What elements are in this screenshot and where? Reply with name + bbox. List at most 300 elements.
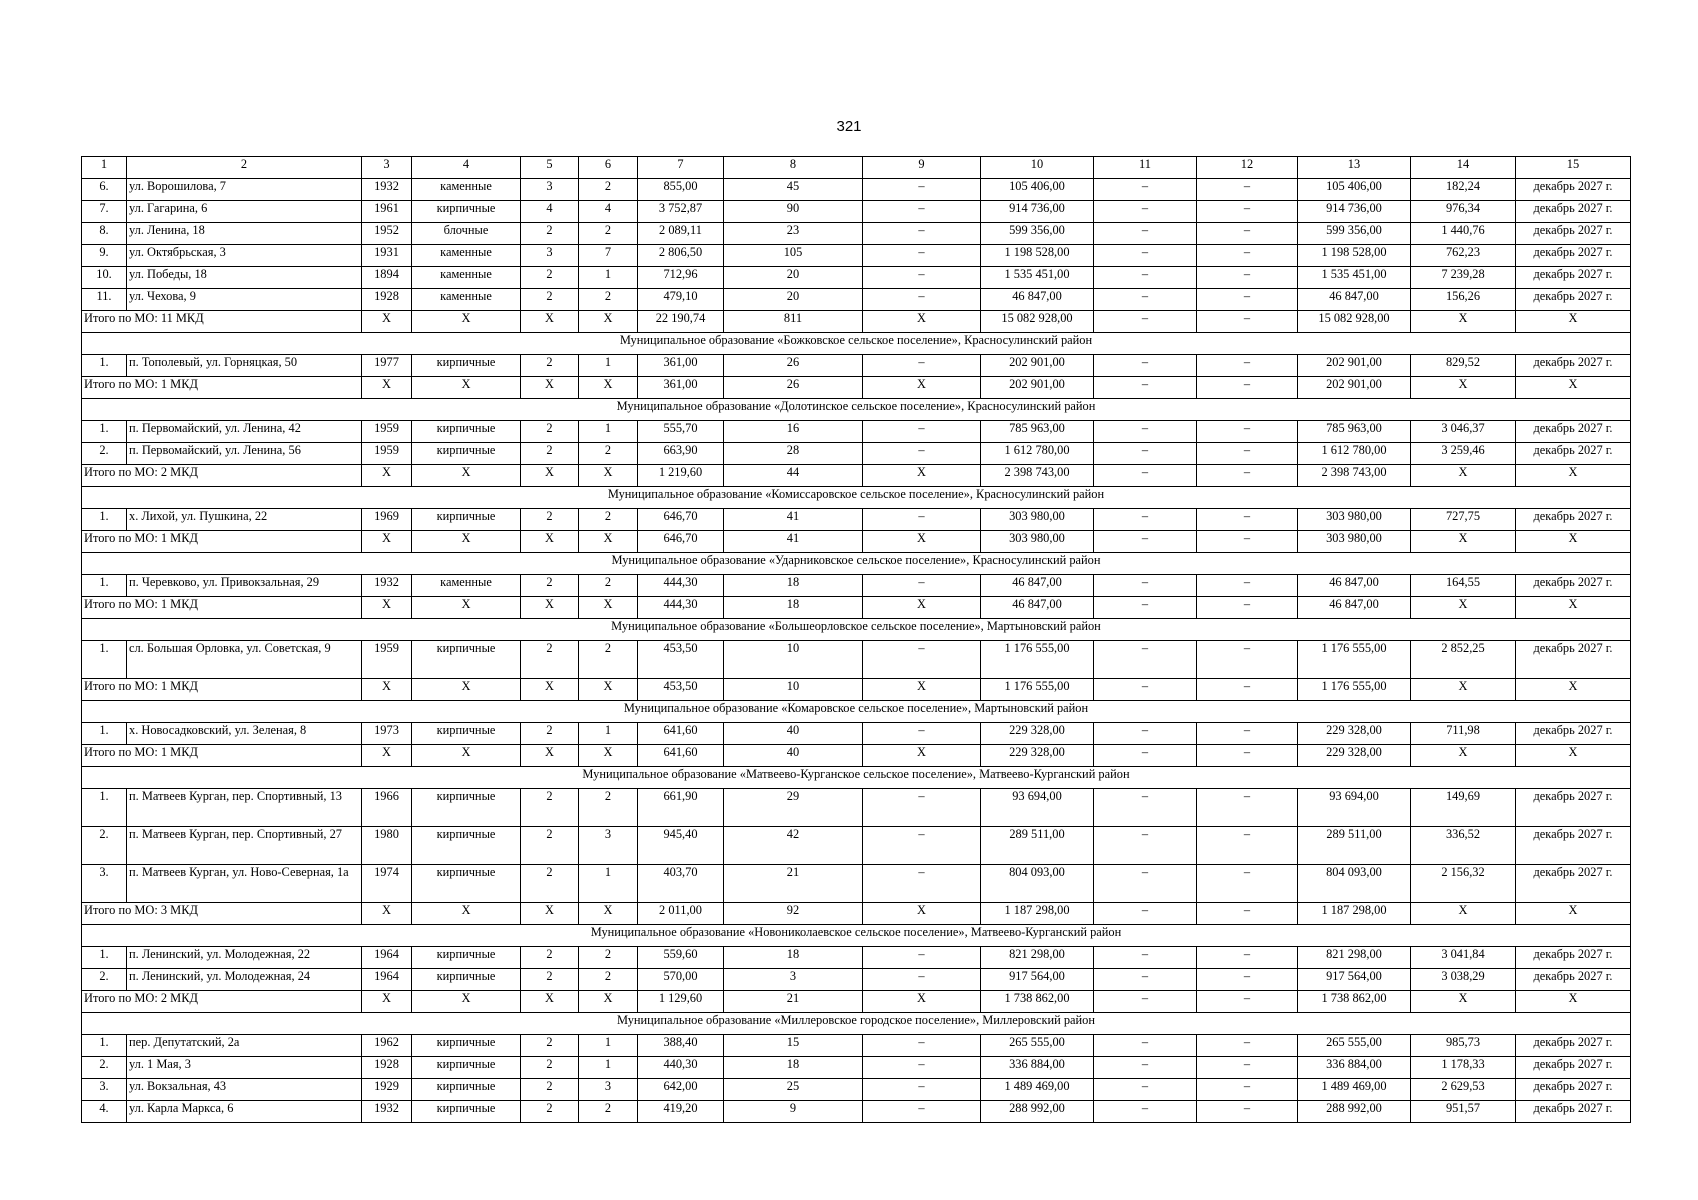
table-cell: 2 xyxy=(521,289,579,311)
address-cell: х. Новосадковский, ул. Зеленая, 8 xyxy=(127,723,362,745)
table-cell: 40 xyxy=(724,723,863,745)
table-cell: 1. xyxy=(82,723,127,745)
table-cell: – xyxy=(1197,789,1298,827)
total-label: Итого по МО: 1 МКД xyxy=(82,531,362,553)
table-cell: – xyxy=(863,827,981,865)
building-row xyxy=(82,947,1631,969)
table-cell: 156,26 xyxy=(1411,289,1516,311)
table-cell: 1932 xyxy=(362,179,412,201)
page-number: 321 xyxy=(836,118,862,135)
column-number-cell: 3 xyxy=(362,157,412,179)
address-cell: ул. Ворошилова, 7 xyxy=(127,179,362,201)
table-cell: 1 xyxy=(579,865,638,903)
column-number-cell: 8 xyxy=(724,157,863,179)
table-cell: 2 xyxy=(521,575,579,597)
table-cell: 917 564,00 xyxy=(981,969,1094,991)
table-cell: 1974 xyxy=(362,865,412,903)
table-cell: – xyxy=(1197,575,1298,597)
total-cell: 2 398 743,00 xyxy=(1298,465,1411,487)
total-cell: 229 328,00 xyxy=(981,745,1094,767)
table-cell: кирпичные xyxy=(412,947,521,969)
table-cell: 7 239,28 xyxy=(1411,267,1516,289)
total-cell: – xyxy=(1197,597,1298,619)
table-cell: 10 xyxy=(724,641,863,679)
total-cell: X xyxy=(579,311,638,333)
total-cell: – xyxy=(1197,465,1298,487)
table-cell: – xyxy=(863,267,981,289)
table-cell: 785 963,00 xyxy=(981,421,1094,443)
table-cell: – xyxy=(863,947,981,969)
total-cell: X xyxy=(362,903,412,925)
total-cell: – xyxy=(1197,311,1298,333)
table-cell: 663,90 xyxy=(638,443,724,465)
building-row xyxy=(82,575,1631,597)
building-row xyxy=(82,1035,1631,1057)
table-cell: кирпичные xyxy=(412,641,521,679)
total-cell: 46 847,00 xyxy=(981,597,1094,619)
address-cell: п. Тополевый, ул. Горняцкая, 50 xyxy=(127,355,362,377)
total-cell: X xyxy=(1516,465,1631,487)
total-cell: X xyxy=(863,377,981,399)
table-cell: – xyxy=(863,969,981,991)
total-cell: 1 219,60 xyxy=(638,465,724,487)
total-cell: 1 187 298,00 xyxy=(981,903,1094,925)
table-cell: 21 xyxy=(724,865,863,903)
municipality-total-row xyxy=(82,377,1631,399)
table-cell: 46 847,00 xyxy=(981,575,1094,597)
table-cell: – xyxy=(1094,575,1197,597)
table-cell: 90 xyxy=(724,201,863,223)
table-cell: – xyxy=(1094,509,1197,531)
building-row xyxy=(82,443,1631,465)
table-cell: кирпичные xyxy=(412,1035,521,1057)
address-cell: ул. Октябрьская, 3 xyxy=(127,245,362,267)
table-cell: 7 xyxy=(579,245,638,267)
total-cell: – xyxy=(1094,597,1197,619)
table-cell: – xyxy=(1197,509,1298,531)
total-cell: 202 901,00 xyxy=(981,377,1094,399)
column-number-cell: 6 xyxy=(579,157,638,179)
total-label: Итого по МО: 2 МКД xyxy=(82,465,362,487)
table-cell: блочные xyxy=(412,223,521,245)
table-cell: 1962 xyxy=(362,1035,412,1057)
total-cell: – xyxy=(1094,531,1197,553)
registry-body xyxy=(82,157,1631,1123)
building-row xyxy=(82,223,1631,245)
total-cell: X xyxy=(863,311,981,333)
table-cell: 1980 xyxy=(362,827,412,865)
table-cell: – xyxy=(863,1101,981,1123)
column-number-cell: 2 xyxy=(127,157,362,179)
building-row xyxy=(82,355,1631,377)
registry-table xyxy=(81,156,1631,1123)
municipality-section-row xyxy=(82,701,1631,723)
table-cell: 855,00 xyxy=(638,179,724,201)
table-cell: 3 259,46 xyxy=(1411,443,1516,465)
table-cell: 829,52 xyxy=(1411,355,1516,377)
table-cell: 711,98 xyxy=(1411,723,1516,745)
total-cell: 1 176 555,00 xyxy=(981,679,1094,701)
municipality-section-row xyxy=(82,1013,1631,1035)
table-cell: 1 612 780,00 xyxy=(1298,443,1411,465)
table-cell: – xyxy=(1094,267,1197,289)
municipality-title: Муниципальное образование «Новониколаевское сельское поселение», Матвеево-Курганский район xyxy=(82,925,1631,947)
table-cell: 1 176 555,00 xyxy=(981,641,1094,679)
total-cell: – xyxy=(1197,745,1298,767)
table-cell: 1931 xyxy=(362,245,412,267)
table-cell: 3. xyxy=(82,1079,127,1101)
table-cell: декабрь 2027 г. xyxy=(1516,947,1631,969)
table-cell: 1. xyxy=(82,355,127,377)
address-cell: ул. Ленина, 18 xyxy=(127,223,362,245)
table-cell: 2 xyxy=(521,969,579,991)
total-cell: – xyxy=(1094,991,1197,1013)
table-cell: 1. xyxy=(82,1035,127,1057)
table-cell: – xyxy=(863,223,981,245)
column-number-cell: 13 xyxy=(1298,157,1411,179)
table-cell: 303 980,00 xyxy=(981,509,1094,531)
total-cell: 18 xyxy=(724,597,863,619)
table-cell: 105 xyxy=(724,245,863,267)
total-cell: X xyxy=(579,903,638,925)
total-label: Итого по МО: 2 МКД xyxy=(82,991,362,1013)
table-cell: 229 328,00 xyxy=(1298,723,1411,745)
total-cell: 646,70 xyxy=(638,531,724,553)
table-cell: 945,40 xyxy=(638,827,724,865)
table-cell: 1 612 780,00 xyxy=(981,443,1094,465)
total-cell: – xyxy=(1094,679,1197,701)
table-cell: 288 992,00 xyxy=(981,1101,1094,1123)
table-cell: 3 046,37 xyxy=(1411,421,1516,443)
total-cell: 21 xyxy=(724,991,863,1013)
table-cell: 2 xyxy=(579,179,638,201)
total-label: Итого по МО: 1 МКД xyxy=(82,597,362,619)
total-cell: X xyxy=(579,745,638,767)
table-cell: – xyxy=(1094,641,1197,679)
table-cell: 1. xyxy=(82,421,127,443)
table-cell: 9 xyxy=(724,1101,863,1123)
table-cell: 555,70 xyxy=(638,421,724,443)
total-cell: 15 082 928,00 xyxy=(1298,311,1411,333)
total-cell: X xyxy=(1411,991,1516,1013)
table-cell: – xyxy=(1094,723,1197,745)
table-cell: 1 xyxy=(579,723,638,745)
table-cell: 2 xyxy=(521,1035,579,1057)
table-cell: 2 xyxy=(579,947,638,969)
table-cell: каменные xyxy=(412,289,521,311)
table-cell: 2 xyxy=(521,1057,579,1079)
total-cell: 303 980,00 xyxy=(981,531,1094,553)
table-cell: 641,60 xyxy=(638,723,724,745)
table-cell: 336,52 xyxy=(1411,827,1516,865)
table-cell: – xyxy=(1094,947,1197,969)
table-cell: 951,57 xyxy=(1411,1101,1516,1123)
table-cell: декабрь 2027 г. xyxy=(1516,969,1631,991)
table-cell: 2 xyxy=(521,1101,579,1123)
total-cell: X xyxy=(362,531,412,553)
table-cell: – xyxy=(1197,421,1298,443)
total-cell: 1 187 298,00 xyxy=(1298,903,1411,925)
total-cell: 22 190,74 xyxy=(638,311,724,333)
table-cell: 1 176 555,00 xyxy=(1298,641,1411,679)
total-cell: X xyxy=(1516,597,1631,619)
table-cell: 2 xyxy=(579,223,638,245)
table-cell: – xyxy=(1197,201,1298,223)
table-cell: 202 901,00 xyxy=(981,355,1094,377)
total-cell: 10 xyxy=(724,679,863,701)
table-cell: кирпичные xyxy=(412,827,521,865)
table-cell: кирпичные xyxy=(412,723,521,745)
table-cell: – xyxy=(1094,1079,1197,1101)
total-cell: X xyxy=(362,679,412,701)
table-cell: 1 489 469,00 xyxy=(1298,1079,1411,1101)
total-cell: – xyxy=(1197,377,1298,399)
table-cell: кирпичные xyxy=(412,421,521,443)
table-cell: 1 489 469,00 xyxy=(981,1079,1094,1101)
table-cell: 2. xyxy=(82,827,127,865)
table-cell: 712,96 xyxy=(638,267,724,289)
table-cell: 2 xyxy=(521,509,579,531)
table-cell: 3 xyxy=(521,245,579,267)
address-cell: п. Ленинский, ул. Молодежная, 22 xyxy=(127,947,362,969)
total-cell: X xyxy=(1516,311,1631,333)
building-row xyxy=(82,641,1631,679)
table-cell: 4 xyxy=(579,201,638,223)
municipality-total-row xyxy=(82,311,1631,333)
table-cell: декабрь 2027 г. xyxy=(1516,223,1631,245)
table-cell: декабрь 2027 г. xyxy=(1516,355,1631,377)
total-cell: 811 xyxy=(724,311,863,333)
table-cell: 41 xyxy=(724,509,863,531)
total-cell: X xyxy=(1411,597,1516,619)
total-label: Итого по МО: 1 МКД xyxy=(82,679,362,701)
table-cell: 2 xyxy=(521,947,579,969)
total-cell: 2 011,00 xyxy=(638,903,724,925)
address-cell: ул. 1 Мая, 3 xyxy=(127,1057,362,1079)
table-cell: 1932 xyxy=(362,575,412,597)
table-cell: 3 752,87 xyxy=(638,201,724,223)
municipality-total-row xyxy=(82,465,1631,487)
total-cell: X xyxy=(1411,903,1516,925)
table-cell: 804 093,00 xyxy=(1298,865,1411,903)
municipality-section-row xyxy=(82,925,1631,947)
total-cell: X xyxy=(521,597,579,619)
table-cell: 289 511,00 xyxy=(1298,827,1411,865)
municipality-total-row xyxy=(82,991,1631,1013)
table-cell: декабрь 2027 г. xyxy=(1516,641,1631,679)
table-cell: 45 xyxy=(724,179,863,201)
table-cell: 149,69 xyxy=(1411,789,1516,827)
building-row xyxy=(82,421,1631,443)
table-cell: 727,75 xyxy=(1411,509,1516,531)
total-cell: 641,60 xyxy=(638,745,724,767)
table-cell: – xyxy=(1094,789,1197,827)
table-cell: декабрь 2027 г. xyxy=(1516,1101,1631,1123)
table-cell: 1. xyxy=(82,575,127,597)
total-cell: X xyxy=(1411,745,1516,767)
address-cell: п. Первомайский, ул. Ленина, 42 xyxy=(127,421,362,443)
total-cell: – xyxy=(1094,377,1197,399)
table-cell: 1 178,33 xyxy=(1411,1057,1516,1079)
column-number-cell: 11 xyxy=(1094,157,1197,179)
total-cell: X xyxy=(1516,531,1631,553)
building-row xyxy=(82,865,1631,903)
table-cell: 2 852,25 xyxy=(1411,641,1516,679)
table-cell: декабрь 2027 г. xyxy=(1516,245,1631,267)
total-cell: X xyxy=(1516,745,1631,767)
table-cell: 2 089,11 xyxy=(638,223,724,245)
table-cell: 18 xyxy=(724,947,863,969)
table-cell: 289 511,00 xyxy=(981,827,1094,865)
column-number-cell: 15 xyxy=(1516,157,1631,179)
table-cell: 2. xyxy=(82,969,127,991)
table-cell: – xyxy=(863,201,981,223)
building-row xyxy=(82,179,1631,201)
municipality-title: Муниципальное образование «Комиссаровское сельское поселение», Красносулинский район xyxy=(82,487,1631,509)
table-cell: 3 041,84 xyxy=(1411,947,1516,969)
total-cell: X xyxy=(362,311,412,333)
table-cell: – xyxy=(1094,443,1197,465)
table-cell: – xyxy=(1197,355,1298,377)
table-cell: – xyxy=(1094,289,1197,311)
column-number-cell: 14 xyxy=(1411,157,1516,179)
total-cell: X xyxy=(1411,531,1516,553)
total-cell: 2 398 743,00 xyxy=(981,465,1094,487)
table-cell: 16 xyxy=(724,421,863,443)
total-cell: – xyxy=(1197,679,1298,701)
table-cell: 419,20 xyxy=(638,1101,724,1123)
table-cell: 821 298,00 xyxy=(1298,947,1411,969)
table-cell: 105 406,00 xyxy=(981,179,1094,201)
table-cell: кирпичные xyxy=(412,355,521,377)
total-label: Итого по МО: 1 МКД xyxy=(82,377,362,399)
table-cell: 1928 xyxy=(362,1057,412,1079)
table-cell: 229 328,00 xyxy=(981,723,1094,745)
table-cell: кирпичные xyxy=(412,865,521,903)
total-cell: X xyxy=(863,531,981,553)
table-cell: 1952 xyxy=(362,223,412,245)
table-cell: 2 xyxy=(521,827,579,865)
table-cell: 2 xyxy=(521,443,579,465)
table-cell: 914 736,00 xyxy=(1298,201,1411,223)
table-cell: кирпичные xyxy=(412,1079,521,1101)
total-cell: 26 xyxy=(724,377,863,399)
table-cell: декабрь 2027 г. xyxy=(1516,1079,1631,1101)
building-row xyxy=(82,1101,1631,1123)
total-cell: X xyxy=(863,991,981,1013)
table-cell: декабрь 2027 г. xyxy=(1516,865,1631,903)
total-cell: X xyxy=(362,465,412,487)
total-cell: X xyxy=(579,465,638,487)
table-cell: 23 xyxy=(724,223,863,245)
table-cell: – xyxy=(1197,641,1298,679)
table-cell: 1 xyxy=(579,267,638,289)
total-cell: X xyxy=(362,377,412,399)
table-cell: – xyxy=(1197,969,1298,991)
table-cell: 1964 xyxy=(362,947,412,969)
address-cell: п. Матвеев Курган, пер. Спортивный, 13 xyxy=(127,789,362,827)
table-cell: 4. xyxy=(82,1101,127,1123)
total-cell: X xyxy=(1516,679,1631,701)
table-cell: декабрь 2027 г. xyxy=(1516,201,1631,223)
table-cell: – xyxy=(1197,1079,1298,1101)
table-cell: – xyxy=(1197,723,1298,745)
total-cell: – xyxy=(1094,465,1197,487)
table-cell: – xyxy=(1094,245,1197,267)
table-cell: 1959 xyxy=(362,421,412,443)
table-cell: 3 xyxy=(724,969,863,991)
municipality-total-row xyxy=(82,679,1631,701)
municipality-section-row xyxy=(82,767,1631,789)
municipality-total-row xyxy=(82,531,1631,553)
total-cell: X xyxy=(863,745,981,767)
table-cell: 2 xyxy=(579,509,638,531)
table-cell: 20 xyxy=(724,289,863,311)
building-row xyxy=(82,245,1631,267)
table-cell: 762,23 xyxy=(1411,245,1516,267)
table-cell: декабрь 2027 г. xyxy=(1516,421,1631,443)
table-cell: 642,00 xyxy=(638,1079,724,1101)
total-cell: X xyxy=(521,745,579,767)
table-cell: 6. xyxy=(82,179,127,201)
table-cell: – xyxy=(1197,1101,1298,1123)
table-cell: – xyxy=(1197,289,1298,311)
table-cell: декабрь 2027 г. xyxy=(1516,575,1631,597)
total-label: Итого по МО: 11 МКД xyxy=(82,311,362,333)
table-cell: 336 884,00 xyxy=(981,1057,1094,1079)
table-cell: – xyxy=(1094,421,1197,443)
table-cell: 1959 xyxy=(362,443,412,465)
total-cell: X xyxy=(521,679,579,701)
table-cell: – xyxy=(1094,179,1197,201)
table-cell: 1973 xyxy=(362,723,412,745)
address-cell: ул. Чехова, 9 xyxy=(127,289,362,311)
address-cell: сл. Большая Орловка, ул. Советская, 9 xyxy=(127,641,362,679)
table-cell: 2 629,53 xyxy=(1411,1079,1516,1101)
table-cell: 303 980,00 xyxy=(1298,509,1411,531)
table-cell: – xyxy=(863,1035,981,1057)
table-cell: – xyxy=(1197,1057,1298,1079)
table-cell: 1 198 528,00 xyxy=(981,245,1094,267)
table-cell: 440,30 xyxy=(638,1057,724,1079)
table-cell: – xyxy=(1197,223,1298,245)
address-cell: п. Ленинский, ул. Молодежная, 24 xyxy=(127,969,362,991)
table-cell: 570,00 xyxy=(638,969,724,991)
table-cell: 2 xyxy=(579,789,638,827)
total-cell: X xyxy=(521,465,579,487)
total-cell: 44 xyxy=(724,465,863,487)
total-cell: X xyxy=(1411,465,1516,487)
table-cell: 444,30 xyxy=(638,575,724,597)
table-cell: 661,90 xyxy=(638,789,724,827)
address-cell: ул. Карла Маркса, 6 xyxy=(127,1101,362,1123)
address-cell: х. Лихой, ул. Пушкина, 22 xyxy=(127,509,362,531)
table-cell: декабрь 2027 г. xyxy=(1516,267,1631,289)
building-row xyxy=(82,1057,1631,1079)
total-cell: X xyxy=(362,597,412,619)
table-cell: 1964 xyxy=(362,969,412,991)
table-cell: 985,73 xyxy=(1411,1035,1516,1057)
total-cell: X xyxy=(1516,377,1631,399)
table-cell: 1 535 451,00 xyxy=(1298,267,1411,289)
table-cell: 2 xyxy=(579,1101,638,1123)
table-cell: 11. xyxy=(82,289,127,311)
table-cell: 479,10 xyxy=(638,289,724,311)
table-cell: – xyxy=(1094,1035,1197,1057)
table-cell: 182,24 xyxy=(1411,179,1516,201)
table-cell: – xyxy=(863,245,981,267)
column-number-cell: 4 xyxy=(412,157,521,179)
